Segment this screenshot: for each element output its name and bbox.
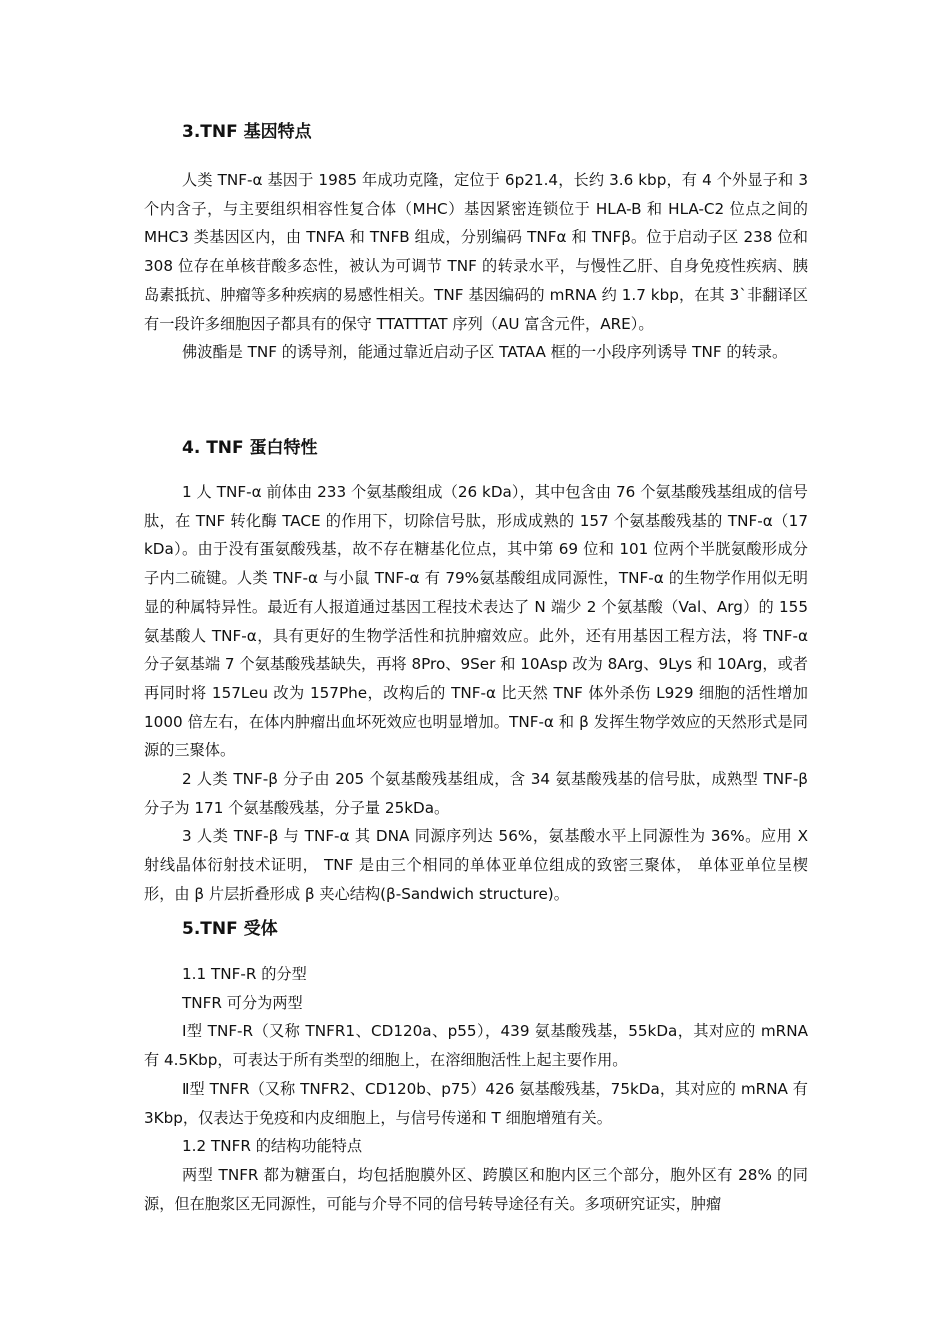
section-body-tnf-receptor	[144, 960, 808, 1218]
section-heading-tnf-gene: 3.TNF 基因特点	[182, 122, 312, 142]
paragraph: 1.2 TNFR 的结构功能特点	[182, 1137, 363, 1156]
section-heading-tnf-receptor: 5.TNF 受体	[182, 919, 278, 939]
section-body-tnf-gene	[144, 166, 808, 367]
paragraph: TNFR 可分为两型	[182, 993, 303, 1012]
paragraph: 1.1 TNF-R 的分型	[182, 965, 307, 983]
section-body-tnf-protein	[144, 478, 808, 909]
paragraph: 人类 TNF-α 基因于 1985 年成功克隆，定位于 6p21.4，长约 3.6 kbp，有 4 个外显子和 3 个内含子，与主要组织相容性复合体（MHC）基因紧密连锁位于 HLA-B 和 HLA-C2 位点之间的 MHC3 类基因区内，由 TNFA 和 TNFB 组成，分别编码 TNFα 和 TNFβ。位于启动子区 238 位和 308 位存在单核苷酸多态性，被认为可调节 TNF 的转录水平，与慢性乙肝、自身免疫性疾病、胰岛素抵抗、肿瘤等多种疾病的易感性相关。TNF 基因编码的 mRNA 约 1.7 kbp，在其 3`非翻译区有一段许多细胞因子都具有的保守 TTATTTAT 序列（AU 富含元件，ARE）。	[144, 171, 808, 333]
paragraph: Ⅰ型 TNF-R（又称 TNFR1、CD120a、p55），439 氨基酸残基，55kDa，其对应的 mRNA 有 4.5Kbp，可表达于所有类型的细胞上，在溶细胞活性上起主要作用。	[144, 1022, 808, 1070]
section-heading-tnf-protein: 4. TNF 蛋白特性	[182, 438, 318, 458]
paragraph: 两型 TNFR 都为糖蛋白，均包括胞膜外区、跨膜区和胞内区三个部分，胞外区有 28% 的同源，但在胞浆区无同源性，可能与介导不同的信号转导途径有关。多项研究证实，肿瘤	[144, 1165, 808, 1213]
paragraph: 1 人 TNF-α 前体由 233 个氨基酸组成（26 kDa），其中包含由 76 个氨基酸残基组成的信号肽，在 TNF 转化酶 TACE 的作用下，切除信号肽，形成成熟的 157 个氨基酸残基的 TNF-α（17 kDa）。由于没有蛋氨酸残基，故不存在糖基化位点，其中第 69 位和 101 位两个半胱氨酸形成分子内二硫键。人类 TNF-α 与小鼠 TNF-α 有 79%氨基酸组成同源性，TNF-α 的生物学作用似无明显的种属特异性。最近有人报道通过基因工程技术表达了 N 端少 2 个氨基酸（Val、Arg）的 155 氨基酸人 TNF-α，具有更好的生物学活性和抗肿瘤效应。此外，还有用基因工程方法，将 TNF-α 分子氨基端 7 个氨基酸残基缺失，再将 8Pro、9Ser 和 10Asp 改为 8Arg、9Lys 和 10Arg，或者再同时将 157Leu 改为 157Phe，改构后的 TNF-α 比天然 TNF 体外杀伤 L929 细胞的活性增加 1000 倍左右，在体内肿瘤出血坏死效应也明显增加。TNF-α 和 β 发挥生物学效应的天然形式是同源的三聚体。	[144, 483, 808, 760]
paragraph: 2 人类 TNF-β 分子由 205 个氨基酸残基组成，含 34 氨基酸残基的信号肽，成熟型 TNF-β 分子为 171 个氨基酸残基，分子量 25kDa。	[144, 770, 808, 817]
paragraph: 佛波酯是 TNF 的诱导剂，能通过靠近启动子区 TATAA 框的一小段序列诱导 TNF 的转录。	[182, 343, 788, 362]
paragraph: Ⅱ型 TNFR（又称 TNFR2、CD120b、p75）426 氨基酸残基，75kDa，其对应的 mRNA 有 3Kbp，仅表达于免疫和内皮细胞上，与信号传递和 T 细胞增殖有关。	[144, 1079, 808, 1127]
paragraph: 3 人类 TNF-β 与 TNF-α 其 DNA 同源序列达 56%，氨基酸水平上同源性为 36%。应用 X 射线晶体衍射技术证明， TNF 是由三个相同的单体亚单位组成的致密三聚体， 单体亚单位呈楔形，由 β 片层折叠形成 β 夹心结构(β-Sandwich structure)。	[144, 827, 808, 903]
